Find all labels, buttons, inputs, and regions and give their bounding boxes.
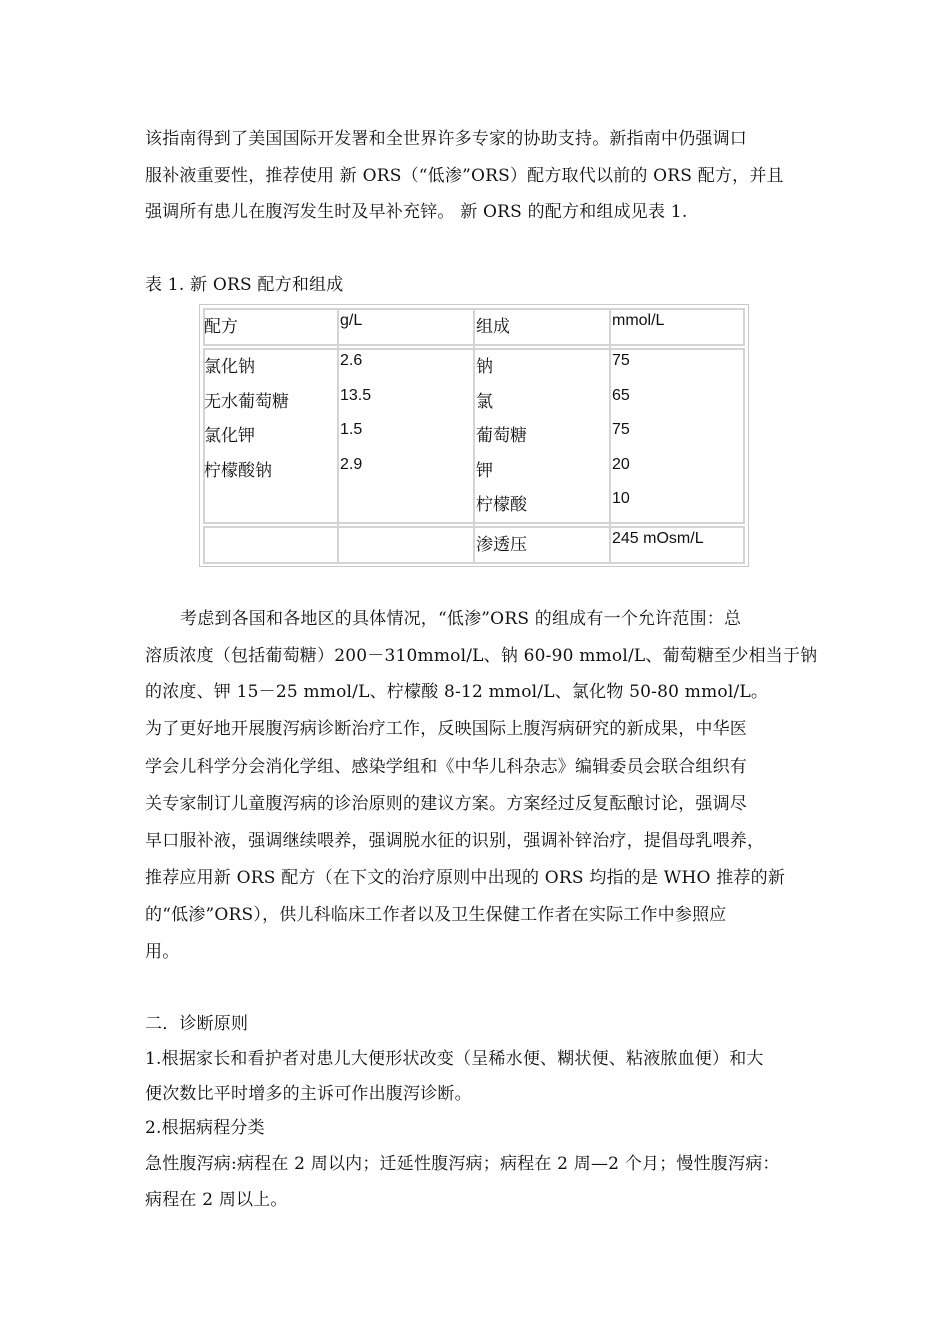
table-cell: 2.9 [340,456,363,473]
section-heading: 二．诊断原则 [145,1014,249,1034]
table-footer-label: 渗透压 [476,535,527,555]
table-cell: 65 [612,387,630,404]
table-cell: 13.5 [340,387,372,404]
intro-line: 服补液重要性，推荐使用 新 ORS（“低渗”ORS）配方取代以前的 ORS 配方，并且 [145,166,784,186]
column-divider [473,308,475,563]
table-footer-value: 245 mOsm/L [612,530,704,547]
table-cell: 氯 [476,392,493,412]
table-cell: 氯化钾 [204,426,255,446]
paragraph-line: 的“低渗”ORS），供儿科临床工作者以及卫生保健工作者在实际工作中参照应 [145,905,727,925]
paragraph-line: 早口服补液，强调继续喂养，强调脱水征的识别，强调补锌治疗，提倡母乳喂养， [145,831,765,851]
paragraph-line: 为了更好地开展腹泻病诊断治疗工作，反映国际上腹泻病研究的新成果，中华医 [145,719,747,739]
section-line: 便次数比平时增多的主诉可作出腹泻诊断。 [145,1084,472,1104]
paragraph-line: 用。 [145,942,180,962]
table-cell: 钠 [476,357,493,377]
intro-line: 强调所有患儿在腹泻发生时及早补充锌。 新 ORS 的配方和组成见表 1. [145,202,688,222]
table-cell: 无水葡萄糖 [204,392,289,412]
table-cell: 2.6 [340,352,363,369]
intro-line: 该指南得到了美国国际开发署和全世界许多专家的协助支持。新指南中仍强调口 [145,129,747,149]
paragraph-line: 的浓度、钾 15－25 mmol/L、柠檬酸 8-12 mmol/L、氯化物 50-80 mmol/L。 [145,682,769,702]
column-divider [337,308,339,563]
table-cell: 1.5 [340,421,363,438]
table-header-cell: mmol/L [612,312,665,329]
table-cell: 10 [612,490,630,507]
paragraph-line: 推荐应用新 ORS 配方（在下文的治疗原则中出现的 ORS 均指的是 WHO 推荐的新 [145,868,786,888]
section-line: 急性腹泻病:病程在 2 周以内；迁延性腹泻病；病程在 2 周—2 个月；慢性腹泻病： [145,1154,780,1174]
column-divider [609,308,611,563]
table-cell: 75 [612,421,630,438]
paragraph-line: 关专家制订儿童腹泻病的诊治原则的建议方案。方案经过反复酝酿讨论，强调尽 [145,794,747,814]
ors-table [199,304,749,567]
paragraph-line: 学会儿科学分会消化学组、感染学组和《中华儿科杂志》编辑委员会联合组织有 [145,757,747,777]
table-cell: 氯化钠 [204,357,255,377]
table-cell: 柠檬酸 [476,495,527,515]
table-cell: 75 [612,352,630,369]
table-caption: 表 1. 新 ORS 配方和组成 [145,275,344,295]
paragraph-line: 溶质浓度（包括葡萄糖）200－310mmol/L、钠 60-90 mmol/L、葡萄糖至少相当于钠 [145,646,818,666]
table-header-cell: g/L [340,312,363,329]
section-line: 病程在 2 周以上。 [145,1190,288,1210]
table-cell: 钾 [476,461,493,481]
paragraph-line: 考虑到各国和各地区的具体情况，“低渗”ORS 的组成有一个允许范围：总 [180,609,742,629]
table-cell: 柠檬酸钠 [204,461,272,481]
table-cell: 葡萄糖 [476,426,527,446]
table-header-cell: 配方 [204,317,238,337]
section-line: 2.根据病程分类 [145,1118,265,1138]
table-header-cell: 组成 [476,317,510,337]
table-cell: 20 [612,456,630,473]
section-line: 1.根据家长和看护者对患儿大便形状改变（呈稀水便、糊状便、粘液脓血便）和大 [145,1049,764,1069]
